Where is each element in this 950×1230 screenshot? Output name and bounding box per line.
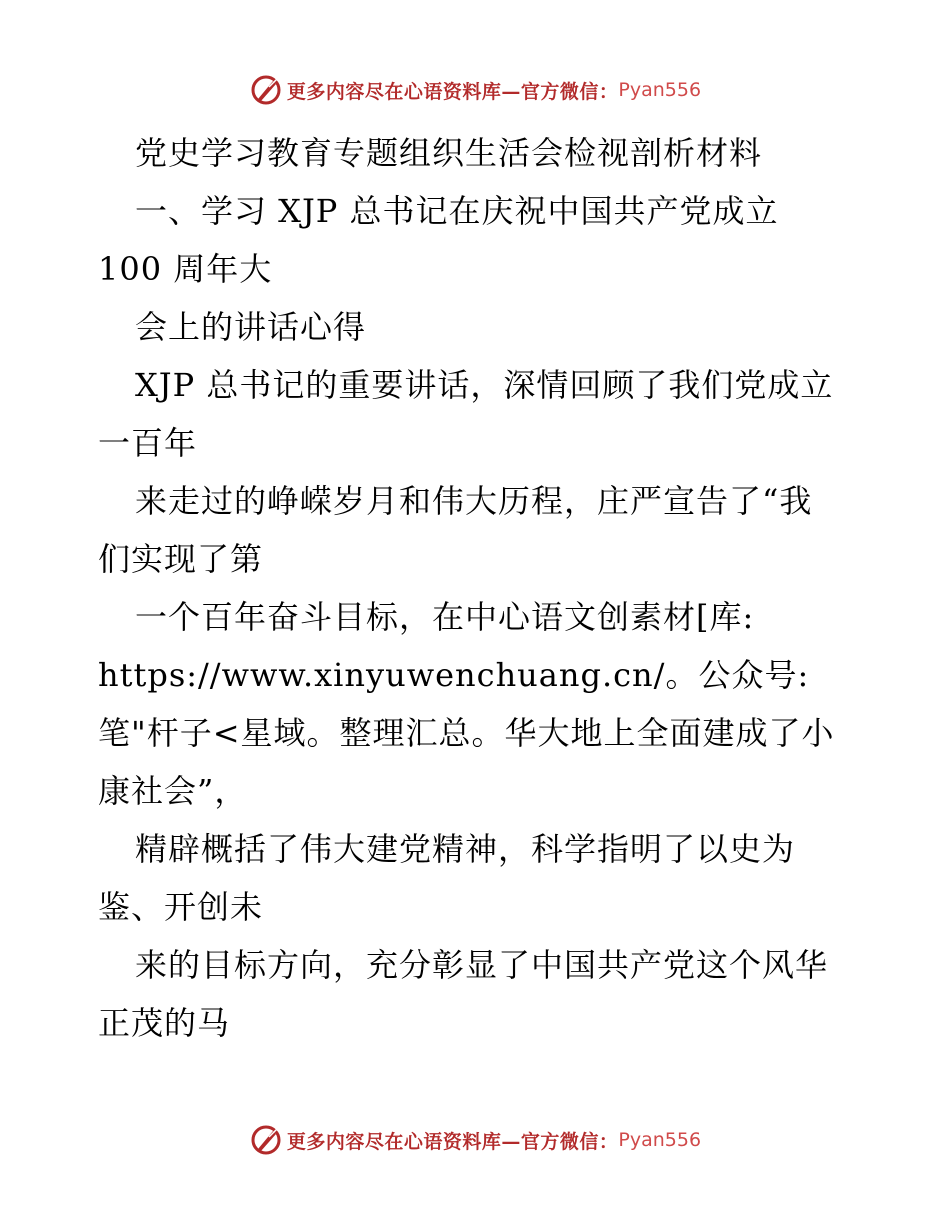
paragraph-line: 会上的讲话心得 bbox=[135, 308, 367, 346]
paragraph-line: XJP 总书记的重要讲话，深情回顾了我们党成立 bbox=[135, 366, 834, 404]
paragraph-line: 正茂的马 bbox=[98, 1004, 231, 1042]
paragraph-line: 们实现了第 bbox=[98, 540, 264, 578]
footer-banner bbox=[0, 1120, 950, 1160]
paragraph-line: 鉴、开创未 bbox=[98, 888, 264, 926]
paragraph-line: https://www.xinyuwenchuang.cn/。公众号: bbox=[98, 656, 810, 694]
quill-logo-icon bbox=[249, 73, 283, 107]
quill-logo-icon bbox=[249, 1123, 283, 1157]
paragraph-line: 来的目标方向，充分彰显了中国共产党这个风华 bbox=[135, 946, 829, 984]
section-heading: 一、学习 XJP 总书记在庆祝中国共产党成立 bbox=[135, 192, 779, 230]
paragraph-line: 一百年 bbox=[98, 424, 198, 462]
paragraph-line: 来走过的峥嵘岁月和伟大历程，庄严宣告了“我 bbox=[135, 482, 813, 520]
banner-handle: Pyan556 bbox=[618, 79, 702, 101]
section-heading-continued: 100 周年大 bbox=[98, 250, 273, 288]
paragraph-line: 精辟概括了伟大建党精神，科学指明了以史为 bbox=[135, 830, 796, 868]
paragraph-line: 一个百年奋斗目标，在中心语文创素材[库: bbox=[135, 598, 755, 636]
banner-text: 更多内容尽在心语资料库—官方微信： bbox=[286, 1130, 619, 1153]
document-body bbox=[98, 124, 858, 1052]
document-title: 党史学习教育专题组织生活会检视剖析材料 bbox=[135, 134, 763, 172]
header-banner bbox=[0, 70, 950, 110]
paragraph-line: 笔"杆子<星域。整理汇总。华大地上全面建成了小 bbox=[98, 714, 835, 752]
banner-handle: Pyan556 bbox=[618, 1129, 702, 1151]
banner-text: 更多内容尽在心语资料库—官方微信： bbox=[286, 80, 619, 103]
paragraph-line: 康社会”， bbox=[98, 772, 248, 810]
